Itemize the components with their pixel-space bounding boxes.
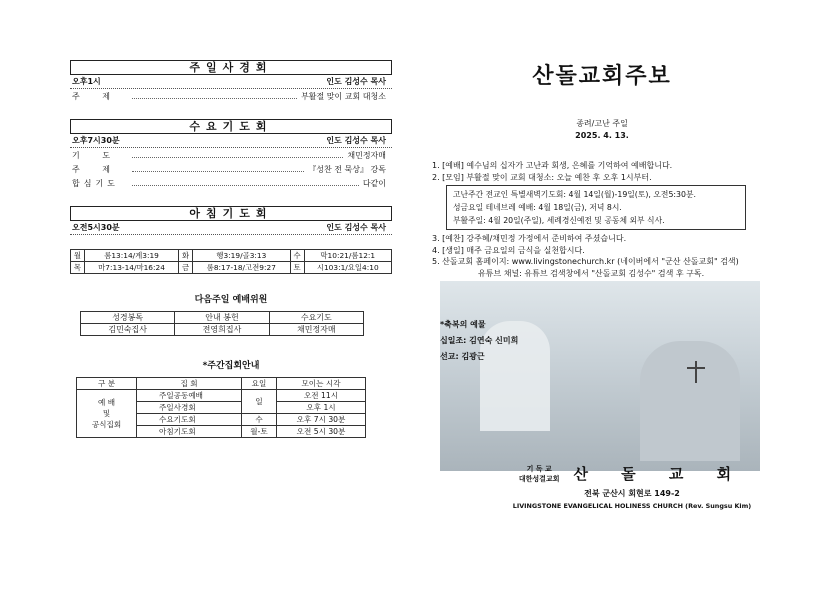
notice-item: 2. [모임] 부활절 맞이 교회 대청소: 오늘 예찬 후 오후 1시부터. [432, 172, 652, 182]
wednesday-time: 오후7시30분 [72, 136, 120, 145]
table-row: 예 배 및 공식집회 주일공동예배 일 오전 11시 [77, 390, 366, 402]
table-row: 김민숙집사 전영희집사 채민정자매 [81, 324, 364, 336]
left-page [70, 60, 392, 438]
sunday-time: 오후1시 [72, 77, 101, 86]
offering-list: *축복의 예물 십일조: 김연숙 신미희 선교: 김광근 [440, 320, 519, 361]
notice-item: 1. [예배] 예수님의 십자가 고난과 회생, 은혜를 기억하여 예배합니다. [432, 161, 673, 170]
wednesday-row: 합심기도 다같이 [72, 178, 386, 188]
schedule-caption: *주간집회안내 [202, 361, 260, 371]
sunday-title: 주일사경회 [70, 60, 392, 75]
table-row: 목 마7:13-14/마16:24 금 롬8:17-18/고전9:27 토 시103:1/요일4:10 [71, 262, 392, 274]
cross-icon [695, 361, 697, 383]
notice-item: 유튜브 채널: 유튜브 검색창에서 "산돌교회 김성수" 검색 후 구독. [478, 268, 705, 278]
notices [432, 160, 772, 279]
notice-item: 5. 산돌교회 홈페이지: www.livingstonechurch.kr (네이버에서 "군산 산돌교회" 검색) [432, 257, 739, 266]
bulletin-subtitle: 종려/고난 주일 [576, 119, 628, 128]
table-row: 구 분 집 회 요일 모이는 시각 [77, 378, 366, 390]
duty-table [80, 311, 364, 336]
church-footer [502, 463, 762, 510]
denomination: 대한성결교회 [518, 474, 560, 483]
dawn-leader: 인도 김성수 목사 [326, 223, 386, 232]
dawn-info [70, 221, 392, 235]
schedule-table [76, 377, 366, 438]
bible-reading-table [70, 249, 392, 274]
sunday-theme-row [70, 89, 392, 103]
sunday-leader: 인도 김성수 목사 [326, 77, 386, 86]
notice-item: 4. [생일] 매주 금요일의 금식을 실천합시다. [432, 245, 585, 255]
theme-value: 부활절 맞이 교회 대청소 [301, 91, 386, 101]
dawn-title: 아침기도회 [70, 206, 392, 221]
notice-box: 고난주간 전교인 특별새벽기도회: 4월 14일(월)-19일(토), 오전5:30분. 성금요일 테네브레 예배: 4월 18일(금), 저녁 8시. 부활주일: 4월 20일(주일), 세례경신예전 및 공동체 외부 식사. [446, 185, 746, 230]
bulletin-date: 2025. 4. 13. [575, 131, 629, 140]
sect-label: 기 독 교 [526, 464, 552, 473]
dawn-time: 오전5시30분 [72, 223, 120, 232]
table-row: 아침기도회 월-토 오전 5시 30분 [77, 426, 366, 438]
theme-key: 주 제 [72, 91, 120, 101]
table-row: 월 롬13:14/계3:19 화 행3:19/골3:13 수 막10:21/롬12:1 [71, 250, 392, 262]
church-address: 전북 군산시 회현로 149-2 [584, 489, 680, 498]
wednesday-leader: 인도 김성수 목사 [326, 136, 386, 145]
wednesday-title: 수요기도회 [70, 119, 392, 134]
table-row: 주일사경회 오후 1시 [77, 402, 366, 414]
table-row: 성경봉독 안내 봉헌 수요기도 [81, 312, 364, 324]
church-english-name: LIVINGSTONE EVANGELICAL HOLINESS CHURCH (Rev. Sungsu Kim) [512, 502, 752, 510]
bulletin-title: 산돌교회주보 [532, 64, 672, 89]
wednesday-info [70, 134, 392, 148]
wednesday-row: 주 제 『성찬 전 묵상』 강독 [72, 164, 386, 174]
notice-item: 3. [예찬] 강주혜/채민정 가정에서 준비하여 주셨습니다. [432, 234, 627, 243]
sunday-info [70, 75, 392, 89]
right-page [432, 55, 772, 510]
wednesday-row: 기 도 채민정자매 [72, 150, 386, 160]
church-photo [440, 281, 760, 471]
church-name: 산 돌 교 회 [573, 465, 746, 483]
table-row: 수요기도회 수 오후 7시 30분 [77, 414, 366, 426]
duty-caption: 다음주일 예배위원 [194, 295, 268, 305]
